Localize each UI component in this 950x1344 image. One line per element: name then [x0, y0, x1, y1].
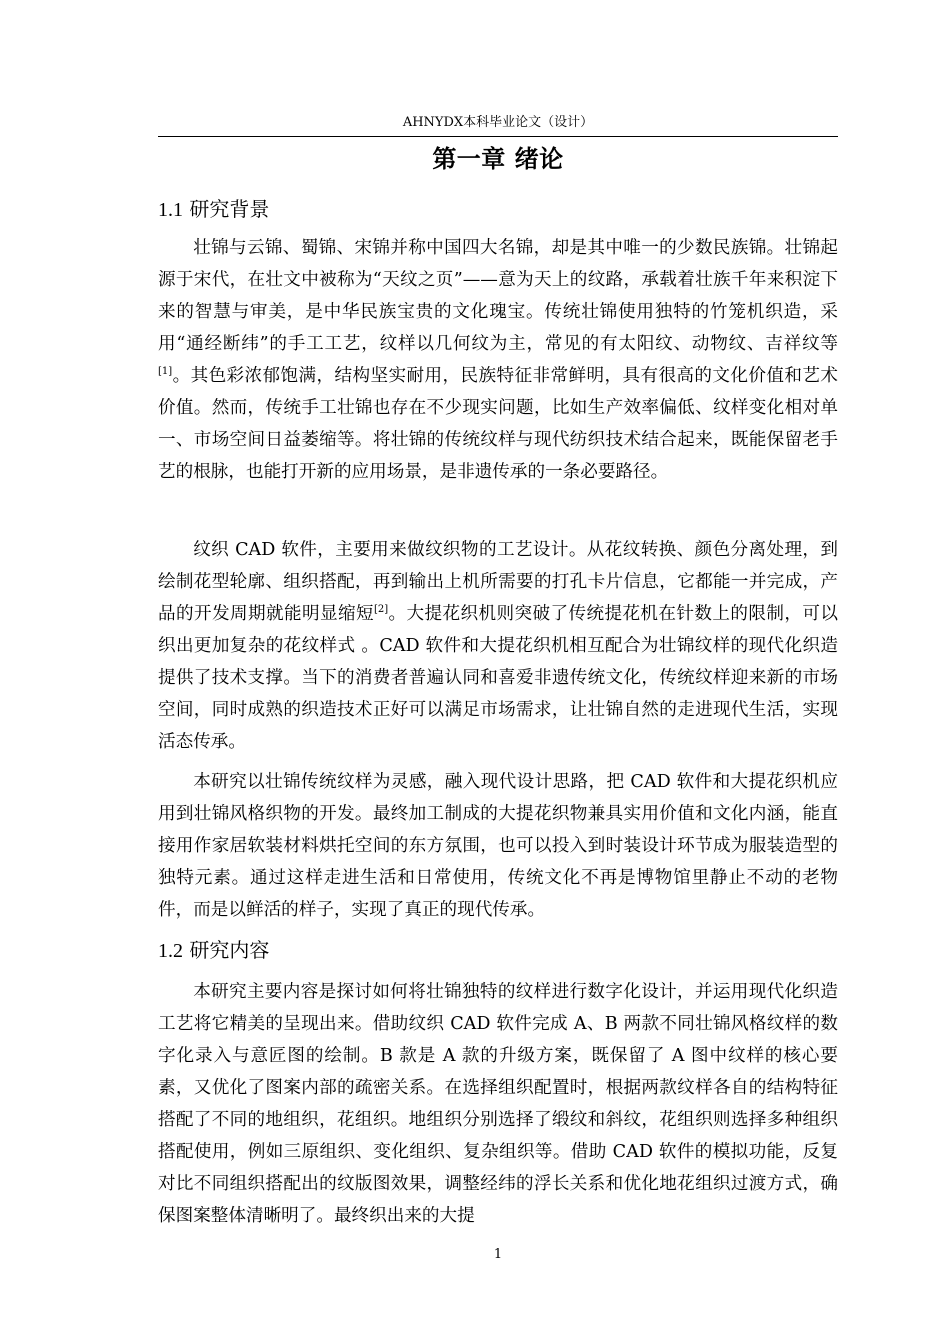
running-header: AHNYDX本科毕业论文（设计）	[402, 115, 594, 130]
citation-ref: [1]	[158, 366, 173, 378]
section-heading-1-1	[158, 195, 838, 224]
paragraph-text: 。其色彩浓郁饱满，结构坚实耐用，民族特征非常鲜明，具有很高的文化价值和艺术价值。然而，传统手工壮锦也存在不少现实问题，比如生产效率偏低、纹样变化相对单一、市场空间日益萎缩等。将壮锦的传统纹样与现代纺织技术结合起来，既能保留老手艺的根脉，也能打开新的应用场景，是非遗传承的一条必要路径。	[158, 366, 838, 482]
paragraph	[158, 976, 838, 1232]
section-number: 1.2	[158, 940, 183, 962]
page-number: 1	[493, 1247, 503, 1262]
paragraph	[158, 232, 838, 488]
header-rule	[158, 136, 838, 137]
section-title: 研究内容	[189, 938, 270, 962]
section-heading-1-2	[158, 936, 838, 965]
section-title: 研究背景	[189, 197, 270, 221]
citation-ref: [2]	[373, 604, 389, 616]
paragraph	[158, 534, 838, 758]
paragraph-text: 纹织 CAD 软件，主要用来做纹织物的工艺设计。从花纹转换、颜色分离处理，到绘制花型轮廓、组织搭配，再到输出上机所需要的打孔卡片信息，它都能一并完成，产品的开发周期就能明显缩短	[158, 540, 838, 624]
paragraph-text: 壮锦与云锦、蜀锦、宋锦并称中国四大名锦，却是其中唯一的少数民族锦。壮锦起源于宋代，在壮文中被称为“天纹之页”——意为天上的纹路，承载着壮族千年来积淀下来的智慧与审美，是中华民族宝贵的文化瑰宝。传统壮锦使用独特的竹笼机织造，采用“通经断纬”的手工工艺，纹样以几何纹为主，常见的有太阳纹、动物纹、吉祥纹等	[158, 238, 838, 354]
section-number: 1.1	[158, 199, 183, 221]
paragraph	[158, 766, 838, 926]
paragraph-text: 本研究主要内容是探讨如何将壮锦独特的纹样进行数字化设计，并运用现代化织造工艺将它精美的呈现出来。借助纹织 CAD 软件完成 A、B 两款不同壮锦风格纹样的数字化录入与意匠图的绘制。B 款是 A 款的升级方案，既保留了 A 图中纹样的核心要素，又优化了图案内部的疏密关系。在选择组织配置时，根据两款纹样各自的结构特征搭配了不同的地组织，花组织。地组织分别选择了缎纹和斜纹，花组织则选择多种组织搭配使用，例如三原组织、变化组织、复杂组织等。借助 CAD 软件的模拟功能，反复对比不同组织搭配出的纹版图效果，调整经纬的浮长关系和优化地花组织过渡方式，确保图案整体清晰明了。最终织出来的大提	[158, 982, 838, 1226]
paragraph-text: 。大提花织机则突破了传统提花机在针数上的限制，可以织出更加复杂的花纹样式 。CAD 软件和大提花织机相互配合为壮锦纹样的现代化织造提供了技术支撑。当下的消费者普遍认同和喜爱非遗传统文化，传统纹样迎来新的市场空间，同时成熟的织造技术正好可以满足市场需求，让壮锦自然的走进现代生活，实现活态传承。	[158, 604, 838, 752]
paragraph-text: 本研究以壮锦传统纹样为灵感，融入现代设计思路，把 CAD 软件和大提花织机应用到壮锦风格织物的开发。最终加工制成的大提花织物兼具实用价值和文化内涵，能直接用作家居软装材料烘托空间的东方氛围，也可以投入到时装设计环节成为服装造型的独特元素。通过这样走进生活和日常使用，传统文化不再是博物馆里静止不动的老物件，而是以鲜活的样子，实现了真正的现代传承。	[158, 772, 838, 920]
chapter-title: 第一章 绪论	[432, 145, 564, 173]
